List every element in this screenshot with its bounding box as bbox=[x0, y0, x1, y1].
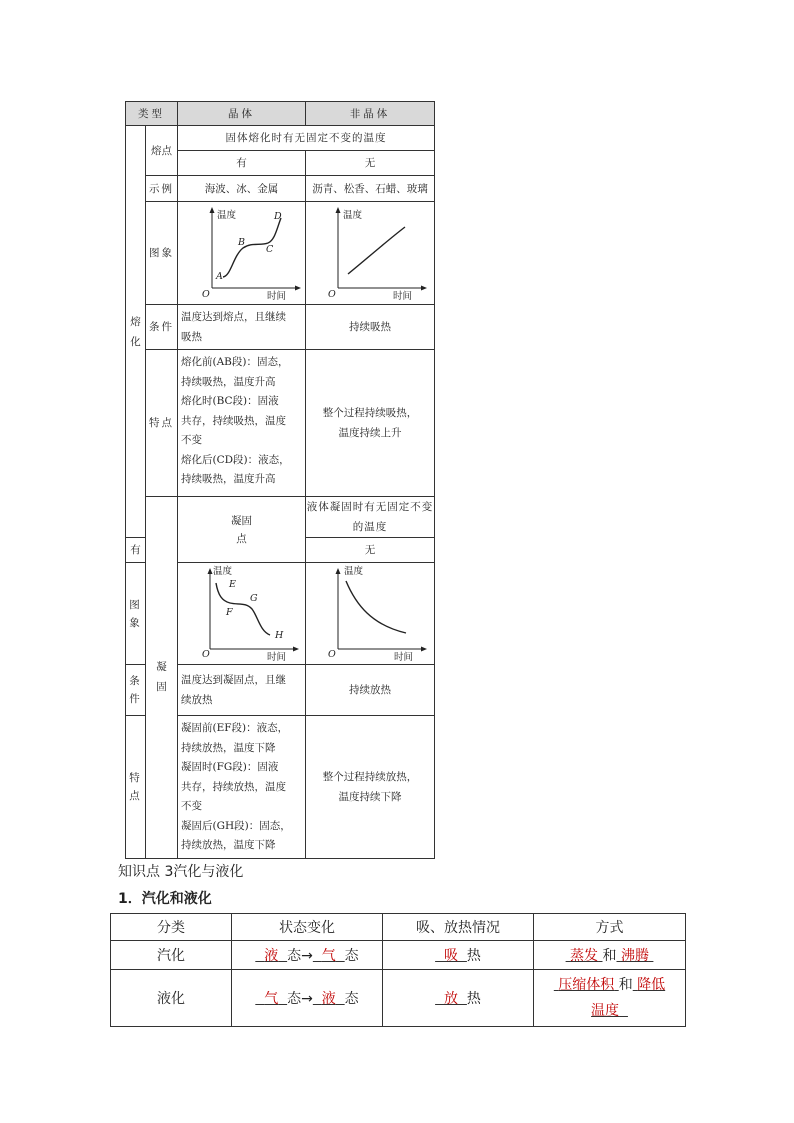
answer-text: 液 bbox=[264, 948, 279, 964]
point-label: B bbox=[237, 237, 245, 248]
crystal-examples: 海波、冰、金属 bbox=[178, 176, 306, 202]
row-name: 汽化 bbox=[111, 941, 232, 970]
heat-cell: 吸 热 bbox=[383, 941, 534, 970]
graph-cell-crystal-solidifying bbox=[178, 563, 306, 665]
subtitle: 1．汽化和液化 bbox=[118, 891, 212, 907]
crystal-solidifying-graph bbox=[180, 565, 304, 663]
section-melting: 熔 化 bbox=[126, 126, 146, 538]
x-axis-label: 时间 bbox=[266, 291, 286, 302]
field-solidifying-point: 凝固 点 bbox=[178, 497, 306, 563]
heat-cell: 放 热 bbox=[383, 970, 534, 1027]
table-row bbox=[111, 941, 686, 970]
table-row bbox=[126, 497, 435, 538]
crystal-solidifying-features: 凝固前(EF段)：液态， 持续放热，温度下降 凝固时(FG段)：固液 共存，持续放热，温度 不变 凝固后(GH段)：固态， 持续放热，温度下降 bbox=[178, 716, 306, 859]
point-label: C bbox=[265, 244, 273, 255]
amorphous-melting-features: 整个过程持续吸热， 温度持续上升 bbox=[306, 350, 435, 497]
header-amorphous: 非晶体 bbox=[306, 102, 435, 126]
answer-text: 蒸发 bbox=[570, 948, 599, 964]
header-type: 类型 bbox=[126, 102, 178, 126]
graph-cell-amorphous-melting bbox=[306, 202, 435, 305]
amorphous-examples: 沥青、松香、石蜡、玻璃 bbox=[306, 176, 435, 202]
x-axis-label: 时间 bbox=[393, 291, 413, 302]
state-change-cell: 液 态→ 气 态 bbox=[232, 941, 383, 970]
y-axis-label: 温度 bbox=[212, 565, 232, 577]
y-axis-label: 温度 bbox=[344, 565, 364, 577]
field-graph: 图象 bbox=[146, 202, 178, 305]
field-condition: 条件 bbox=[126, 665, 146, 716]
graph-cell-amorphous-solidifying bbox=[306, 563, 435, 665]
point-label: E bbox=[228, 578, 236, 590]
answer-text: 压缩体积 bbox=[558, 977, 615, 993]
table-header-row bbox=[126, 102, 435, 126]
field-condition: 条件 bbox=[146, 305, 178, 350]
table-row bbox=[126, 176, 435, 202]
crystal-melting-graph bbox=[180, 204, 304, 302]
field-melting-point: 熔点 bbox=[146, 126, 178, 176]
field-features: 特点 bbox=[146, 350, 178, 497]
header-method: 方式 bbox=[534, 914, 686, 941]
point-label: F bbox=[225, 606, 233, 618]
x-axis-label: 时间 bbox=[266, 651, 286, 663]
answer-text: 温度 bbox=[591, 1003, 620, 1019]
amorphous-melting-graph bbox=[308, 204, 432, 302]
solidifying-point-question: 液体凝固时有无固定不变的温度 bbox=[306, 497, 435, 538]
table-header-row bbox=[111, 914, 686, 941]
amorphous-melting-condition: 持续吸热 bbox=[306, 305, 435, 350]
state-change-cell: 气 态→ 液 态 bbox=[232, 970, 383, 1027]
answer-text: 液 bbox=[321, 991, 336, 1007]
y-axis-label: 温度 bbox=[343, 210, 363, 221]
point-label: D bbox=[273, 211, 282, 222]
table-row bbox=[126, 202, 435, 305]
amorphous-solidifying-features: 整个过程持续放热， 温度持续下降 bbox=[306, 716, 435, 859]
crystal-solidifying-condition: 温度达到凝固点，且继 续放热 bbox=[178, 665, 306, 716]
section-solidifying: 凝 固 bbox=[146, 497, 178, 859]
graph-cell-crystal-melting bbox=[178, 202, 306, 305]
point-label: G bbox=[249, 592, 258, 604]
origin-label: O bbox=[201, 289, 210, 300]
crystal-melting-features: 熔化前(AB段)：固态， 持续吸热，温度升高 熔化时(BC段)：固液 共存，持续吸热，温度 不变 熔化后(CD段)：液态， 持续吸热，温度升高 bbox=[178, 350, 306, 497]
melting-point-question: 固体熔化时有无固定不变的温度 bbox=[178, 126, 435, 151]
field-graph: 图象 bbox=[126, 563, 146, 665]
header-category: 分类 bbox=[111, 914, 232, 941]
table-row bbox=[126, 305, 435, 350]
crystal-has-solidifying-point: 有 bbox=[126, 538, 146, 563]
origin-label: O bbox=[328, 289, 336, 300]
amorphous-has-melting-point: 无 bbox=[306, 151, 435, 176]
melting-solidifying-table bbox=[125, 101, 435, 859]
crystal-has-melting-point: 有 bbox=[178, 151, 306, 176]
table-row bbox=[111, 970, 686, 1027]
table-row bbox=[126, 126, 435, 151]
header-crystal: 晶体 bbox=[178, 102, 306, 126]
y-axis-label: 温度 bbox=[216, 210, 236, 221]
table-row bbox=[126, 350, 435, 497]
answer-text: 气 bbox=[321, 948, 336, 964]
method-cell: 蒸发 和 沸腾 bbox=[534, 941, 686, 970]
section-title: 知识点 3汽化与液化 bbox=[118, 864, 244, 880]
header-heat: 吸、放热情况 bbox=[383, 914, 534, 941]
answer-text: 放 bbox=[444, 991, 458, 1007]
point-label: A bbox=[215, 271, 223, 282]
field-features: 特点 bbox=[126, 716, 146, 859]
answer-text: 降低 bbox=[637, 977, 666, 993]
answer-text: 沸腾 bbox=[620, 948, 649, 964]
amorphous-solidifying-condition: 持续放热 bbox=[306, 665, 435, 716]
field-examples: 示例 bbox=[146, 176, 178, 202]
amorphous-has-solidifying-point: 无 bbox=[306, 538, 435, 563]
answer-text: 气 bbox=[264, 991, 279, 1007]
vaporization-liquefaction-table bbox=[110, 913, 686, 1027]
amorphous-solidifying-graph bbox=[308, 565, 432, 663]
origin-label: O bbox=[201, 648, 210, 660]
origin-label: O bbox=[328, 648, 336, 660]
answer-text: 吸 bbox=[444, 948, 458, 964]
point-label: H bbox=[274, 629, 283, 641]
row-name: 液化 bbox=[111, 970, 232, 1027]
method-cell: 压缩体积 和 降低 温度 bbox=[534, 970, 686, 1027]
x-axis-label: 时间 bbox=[394, 651, 414, 663]
crystal-melting-condition: 温度达到熔点，且继续 吸热 bbox=[178, 305, 306, 350]
header-state-change: 状态变化 bbox=[232, 914, 383, 941]
